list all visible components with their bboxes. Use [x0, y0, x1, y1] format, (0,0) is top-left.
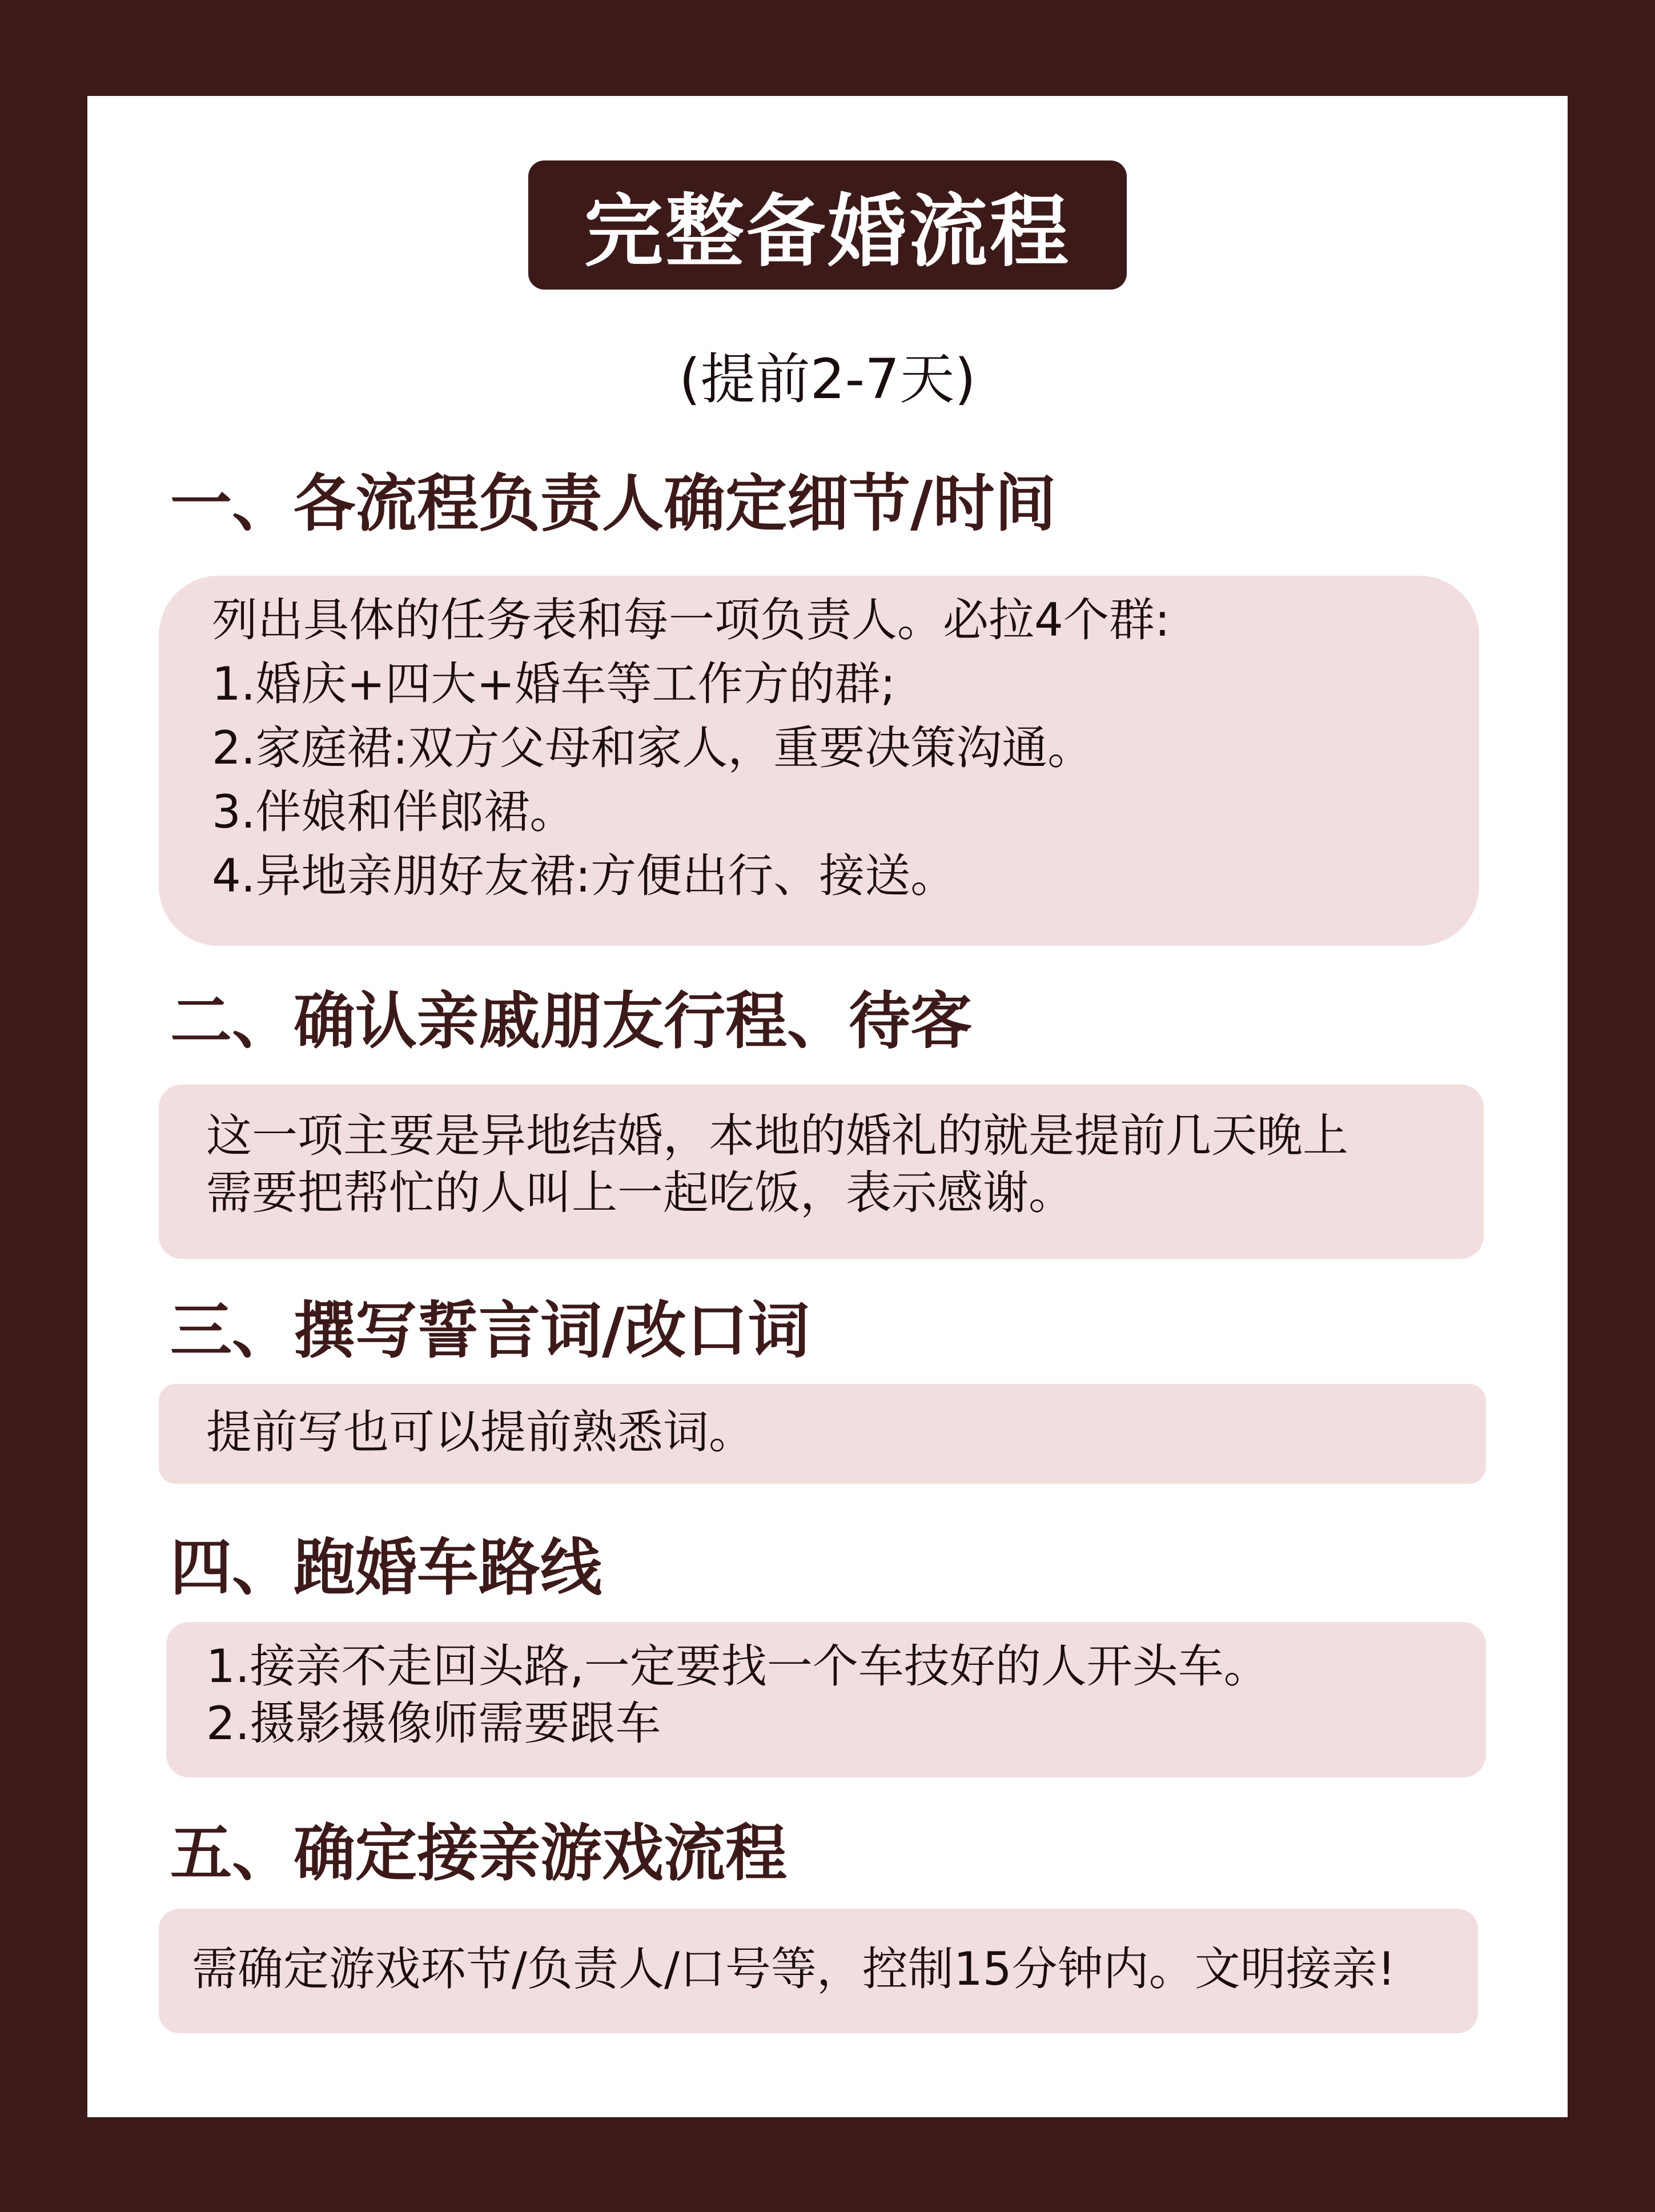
section-2-line-1: 这一项主要是异地结婚，本地的婚礼的就是提前几天晚上: [206, 1109, 1348, 1162]
section-4-line-2: 2.摄影摄像师需要跟车: [206, 1697, 661, 1750]
section-body-5: [159, 1909, 1478, 2033]
section-3-line-1: 提前写也可以提前熟悉词。: [206, 1406, 754, 1459]
section-1-line-3: 2.家庭裙:双方父母和家人，重要决策沟通。: [212, 721, 1094, 774]
section-1-line-2: 1.婚庆+四大+婚车等工作方的群;: [212, 657, 896, 710]
section-body-4: [166, 1622, 1486, 1777]
section-heading-4: 四、跑婚车路线: [170, 1532, 602, 1604]
section-5-line-1: 需确定游戏环节/负责人/口号等，控制15分钟内。文明接亲!: [192, 1942, 1396, 1996]
content-card: [87, 96, 1568, 2117]
section-body-2: [159, 1085, 1484, 1259]
section-heading-2: 二、确认亲戚朋友行程、待客: [170, 986, 973, 1057]
section-heading-3: 三、撰写誓言词/改口词: [170, 1295, 810, 1367]
section-body-1: [159, 576, 1479, 946]
section-heading-5: 五、确定接亲游戏流程: [170, 1818, 788, 1889]
section-2-line-2: 需要把帮忙的人叫上一起吃饭，表示感谢。: [206, 1166, 1074, 1219]
page-subtitle: (提前2-7天): [679, 347, 976, 411]
section-4-line-1: 1.接亲不走回头路,一定要找一个车技好的人开头车。: [206, 1640, 1270, 1693]
section-1-line-5: 4.异地亲朋好友裙:方便出行、接送。: [212, 849, 957, 902]
section-heading-1: 一、各流程负责人确定细节/时间: [170, 468, 1057, 540]
section-body-3: [159, 1384, 1486, 1484]
section-1-line-4: 3.伴娘和伴郎裙。: [212, 785, 576, 838]
page-title: 完整备婚流程: [528, 160, 1127, 290]
section-1-line-1: 列出具体的任务表和每一项负责人。必拉4个群:: [212, 593, 1170, 647]
